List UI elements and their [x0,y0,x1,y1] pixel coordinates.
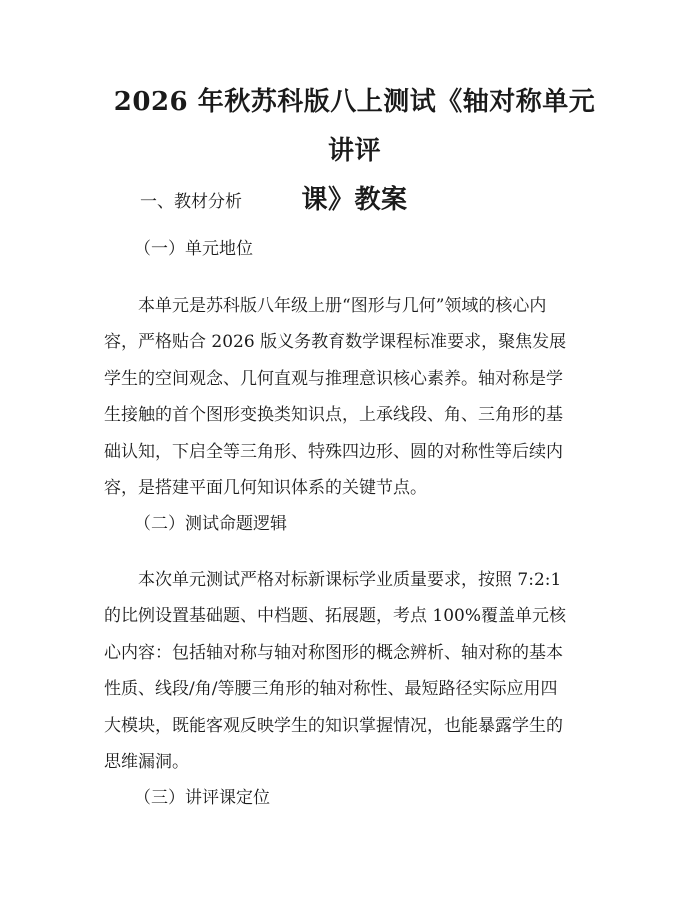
subsection-heading-test-logic: （二）测试命题逻辑 [134,514,287,534]
subsection-heading-unit-position: （一）单元地位 [134,239,253,259]
title-line-2: 课》教案 [301,185,408,215]
paragraph-line: 大模块，既能客观反映学生的知识掌握情况，也能暴露学生的 [104,715,563,736]
paragraph-unit-position [104,288,606,506]
paragraph-line: 学生的空间观念、几何直观与推理意识核心素养。轴对称是学 [104,368,563,389]
paragraph-line: 心内容：包括轴对称与轴对称图形的概念辨析、轴对称的基本 [104,642,563,663]
paragraph-line: 础认知，下启全等三角形、特殊四边形、圆的对称性等后续内 [104,441,563,462]
paragraph-line: 容，是搭建平面几何知识体系的关键节点。 [104,478,427,499]
paragraph-test-logic [104,562,606,780]
paragraph-line: 本单元是苏科版八年级上册“图形与几何”领域的核心内 [138,296,547,316]
paragraph-line: 生接触的首个图形变换类知识点，上承线段、角、三角形的基 [104,405,563,426]
title-line-1: 2026 年秋苏科版八上测试《轴对称单元讲评 [113,87,596,166]
paragraph-line: 本次单元测试严格对标新课标学业质量要求，按照 7:2:1 [138,570,562,590]
paragraph-line: 思维漏洞。 [104,752,189,773]
section-heading-textbook-analysis: 一、教材分析 [140,192,242,212]
paragraph-line: 性质、线段/角/等腰三角形的轴对称性、最短路径实际应用四 [104,679,558,700]
subsection-heading-lecture-positioning: （三）讲评课定位 [134,788,270,808]
paragraph-line: 容，严格贴合 2026 版义务教育数学课程标准要求，聚焦发展 [104,332,567,353]
paragraph-line: 的比例设置基础题、中档题、拓展题，考点 100%覆盖单元核 [104,606,567,627]
